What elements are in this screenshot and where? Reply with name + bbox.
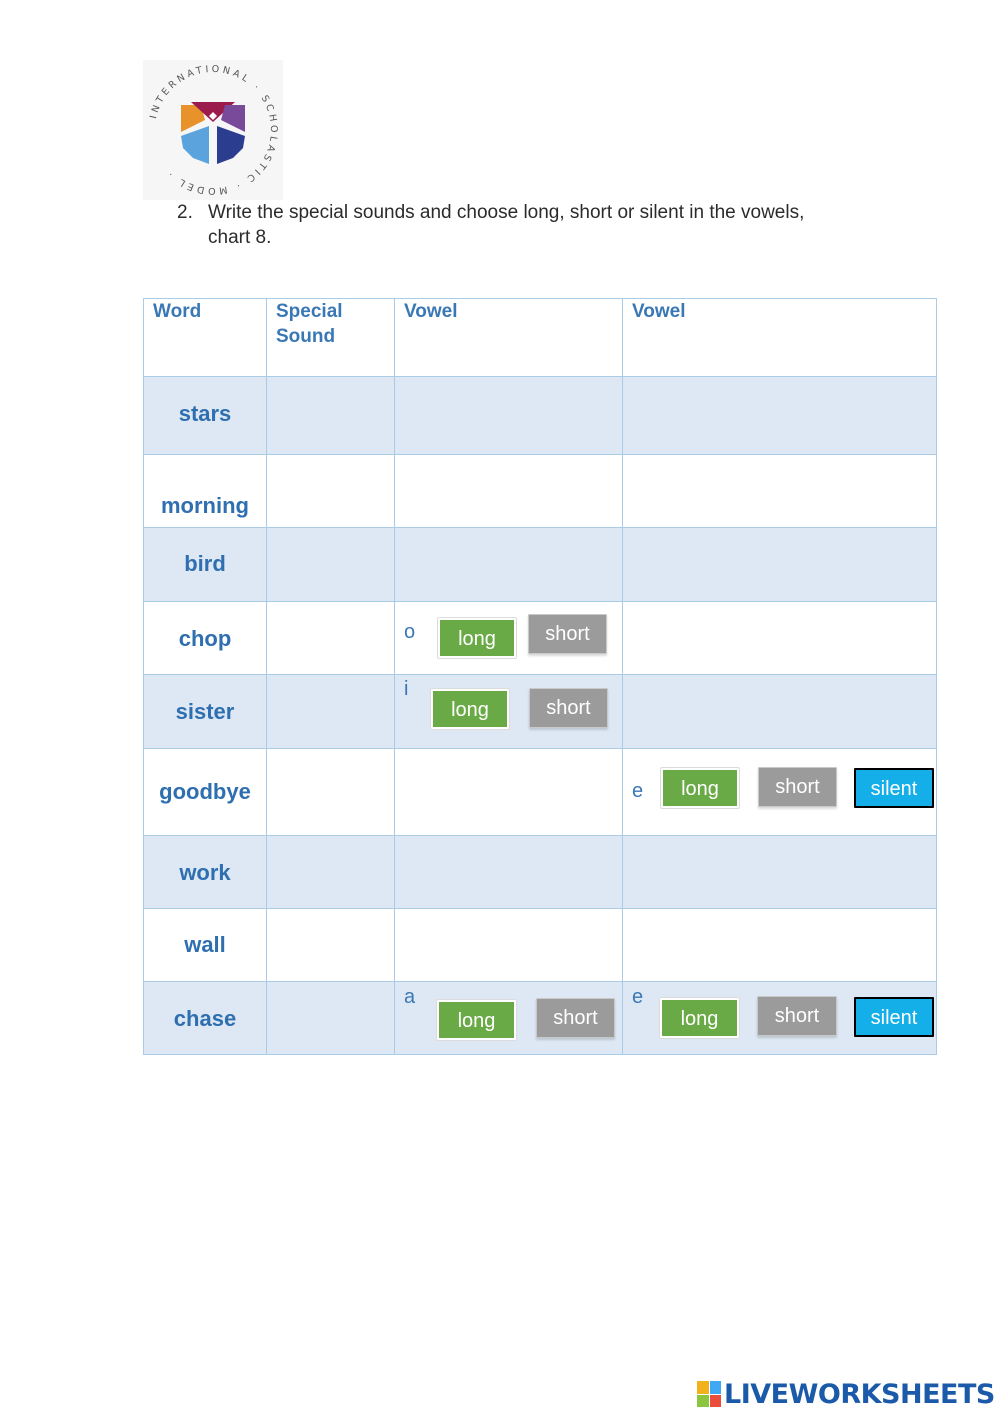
word-cell: chase — [173, 1006, 237, 1031]
column-divider — [622, 298, 623, 1055]
column-divider — [143, 298, 144, 1055]
vowel-letter: a — [404, 986, 416, 1008]
short-button[interactable]: short — [757, 996, 837, 1036]
column-divider — [936, 298, 937, 1055]
short-button[interactable]: short — [536, 998, 615, 1038]
table-row — [143, 454, 937, 527]
school-crest-icon — [143, 60, 283, 200]
column-divider — [266, 298, 267, 1055]
word-cell: sister — [175, 699, 235, 724]
table-row — [143, 748, 937, 835]
brand-name: LIVEWORKSHEETS — [724, 1378, 995, 1410]
liveworksheets-brand — [697, 1376, 995, 1412]
word-cell: wall — [184, 932, 226, 957]
word-cell: morning — [161, 493, 249, 518]
table-row — [143, 674, 937, 748]
vowel-letter: i — [404, 678, 409, 700]
svg-text:INTERNATIONAL · SCHOLASTIC · M: INTERNATIONAL · SCHOLASTIC · MODEL · — [148, 63, 280, 197]
vowel-table — [143, 298, 937, 1055]
vowel-letter: o — [404, 621, 416, 643]
word-cell: chop — [178, 626, 232, 651]
table-row — [143, 376, 937, 454]
table-row — [143, 981, 937, 1055]
long-button[interactable]: long — [661, 768, 739, 808]
column-divider — [394, 298, 395, 1055]
school-logo — [143, 60, 283, 200]
table-row — [143, 835, 937, 908]
vowel-letter: e — [632, 780, 644, 802]
long-button[interactable]: long — [431, 689, 509, 729]
table-row — [143, 601, 937, 674]
word-cell: work — [179, 860, 231, 885]
short-button[interactable]: short — [528, 614, 607, 654]
short-button[interactable]: short — [529, 688, 608, 728]
word-cell: bird — [184, 551, 226, 576]
word-cell: goodbye — [159, 779, 251, 804]
table-row — [143, 908, 937, 981]
table-row — [143, 527, 937, 601]
long-button[interactable]: long — [437, 1000, 516, 1040]
instruction-text: Write the special sounds and choose long, short or silent in the vowels, chart 8. — [208, 202, 805, 248]
header-vowel-1: Vowel — [404, 301, 458, 322]
long-button[interactable]: long — [660, 998, 739, 1038]
instruction-number: 2. — [177, 202, 193, 223]
header-vowel-2: Vowel — [632, 301, 686, 322]
vowel-letter: e — [632, 986, 644, 1008]
silent-button[interactable]: silent — [854, 997, 934, 1037]
table-header-row — [143, 298, 937, 376]
long-button[interactable]: long — [438, 618, 516, 658]
word-cell: stars — [178, 401, 232, 426]
header-word: Word — [153, 301, 202, 322]
liveworksheets-logo-icon — [697, 1381, 721, 1407]
silent-button[interactable]: silent — [854, 768, 934, 808]
header-special-sound: Special Sound — [276, 301, 343, 347]
short-button[interactable]: short — [758, 767, 837, 807]
